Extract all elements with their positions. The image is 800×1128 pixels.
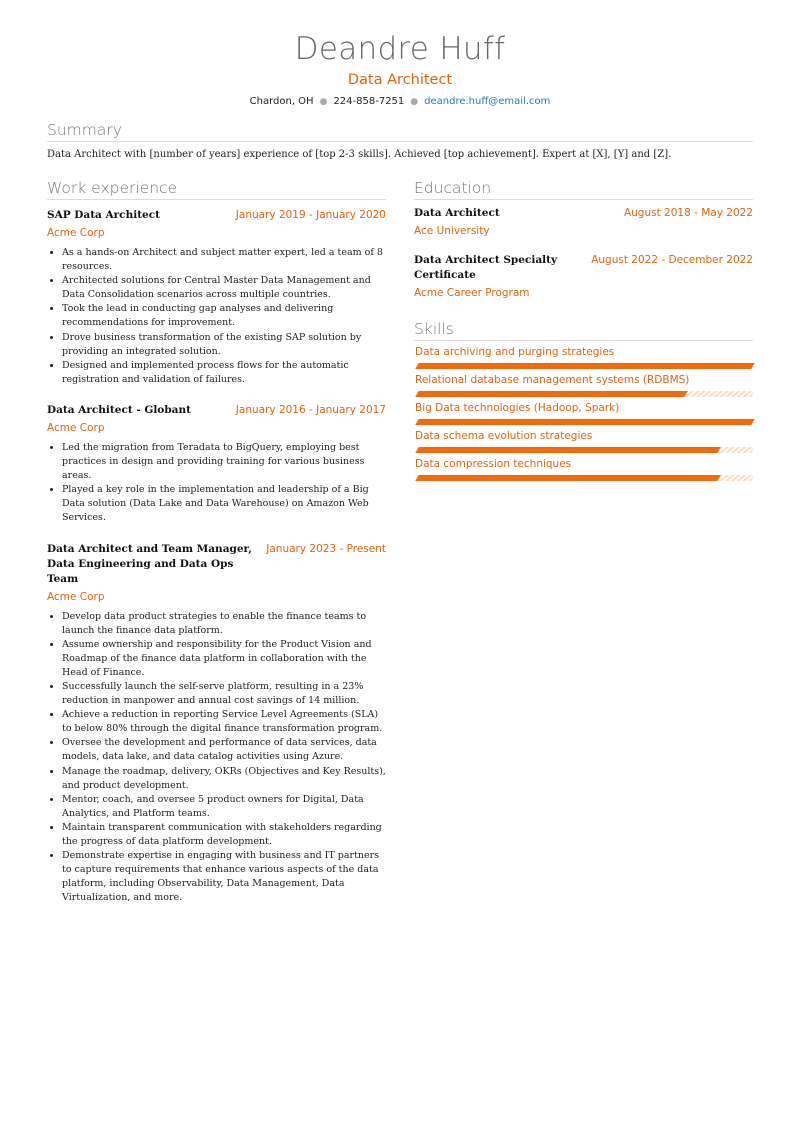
separator-dot-icon: ● [410,97,419,107]
job-bullet: • Took the lead in conducting gap analyses and delivering recommendations for improvement. [62,302,386,330]
education-entry [414,253,753,301]
skill-level-fill [415,391,687,397]
job-bullet: • As a hands-on Architect and subject matter expert, led a team of 8 resources. [62,246,386,274]
education-degree: Data Architect [414,207,500,219]
job-entry [47,542,386,906]
job-bullet: • Achieve a reduction in reporting Service Level Agreements (SLA) to below 80% through the digital finance transformation program. [62,708,386,736]
phone: 224-858-7251 [333,96,405,107]
jobs-list [47,208,386,905]
skill-entry [414,457,753,481]
summary-heading: Summary [47,120,753,142]
job-bullet: • Architected solutions for Central Master Data Management and Data Consolidation scenarios across multiple countries. [62,274,386,302]
job-bullet: • Led the migration from Teradata to BigQuery, employing best practices in design and providing training for various business areas. [62,441,386,483]
job-company: Acme Corp [47,421,105,434]
skill-entry [414,429,753,453]
job-bullet: • Mentor, coach, and oversee 5 product owners for Digital, Data Analytics, and Platform teams. [62,793,386,821]
education-school: Acme Career Program [414,287,530,299]
right-column [414,178,753,485]
job-bullet: • Demonstrate expertise in engaging with business and IT partners to capture requirements that enhance various aspects of the data platform, including Observability, Data Management, Data Virtualization, and more. [62,849,386,905]
education-dates: August 2018 - May 2022 [623,207,753,219]
job-bullet: • Develop data product strategies to enable the finance teams to launch the finance data platform. [62,610,386,638]
education-header [414,253,753,283]
skill-entry [414,401,753,425]
summary-text: Data Architect with [number of years] experience of [top 2-3 skills]. Achieved [top achievement]. Expert at [X], [Y] and [Z]. [47,149,672,160]
job-bullets [47,246,386,387]
job-bullet: • Maintain transparent communication with stakeholders regarding the progress of data platform development. [62,821,386,849]
candidate-role: Data Architect [347,72,453,88]
job-header [47,542,386,587]
contact-line [0,95,800,109]
education-section [414,178,753,301]
skills-list [414,345,753,481]
job-dates: January 2023 - Present [266,542,386,555]
work-experience-heading: Work experience [47,178,386,200]
education-school: Ace University [414,225,490,237]
job-bullet: • Played a key role in the implementation and leadership of a Big Data solution (Data Lake and Data Warehouse) on Amazon Web Services. [62,483,386,525]
education-heading: Education [414,178,753,200]
job-bullet: • Oversee the development and performance of data services, data models, data lake, and data catalog activities using Azure. [62,736,386,764]
resume-header [0,0,800,109]
education-entry [414,206,753,239]
skill-name: Relational database management systems (RDBMS) [415,374,690,386]
education-header [414,206,753,221]
skill-name: Data schema evolution strategies [415,430,593,442]
location: Chardon, OH [249,96,314,107]
skill-name: Big Data technologies (Hadoop, Spark) [415,402,620,414]
job-bullet: • Manage the roadmap, delivery, OKRs (Objectives and Key Results), and product development. [62,765,386,793]
education-list [414,206,753,301]
job-title: SAP Data Architect [47,209,160,221]
summary-section [47,120,753,162]
email-link[interactable]: deandre.huff@email.com [424,96,551,107]
job-entry [47,208,386,387]
job-bullet: • Assume ownership and responsibility for the Product Vision and Roadmap of the finance data platform in collaboration with the Head of Finance. [62,638,386,680]
job-dates: January 2016 - January 2017 [235,403,386,416]
skill-level-fill [415,419,754,425]
job-title: Data Architect and Team Manager, Data Engineering and Data Ops Team [47,542,252,585]
skill-level-bar [415,363,754,369]
job-company: Acme Corp [47,227,105,239]
skill-level-bar [415,419,754,425]
job-header [47,208,386,223]
skill-level-bar [415,447,754,453]
skills-heading: Skills [414,319,753,341]
skills-section [414,319,753,481]
skill-name: Data compression techniques [415,458,572,470]
skill-name: Data archiving and purging strategies [415,346,615,358]
job-entry [47,403,386,526]
education-degree: Data Architect Specialty Certificate [414,254,558,281]
job-title: Data Architect - Globant [47,403,191,416]
job-bullets [47,441,386,526]
skill-level-fill [415,363,754,369]
job-dates: January 2019 - January 2020 [235,209,386,221]
job-bullet: • Successfully launch the self-serve platform, resulting in a 23% reduction in manpower and annual cost savings of 14 million. [62,680,386,708]
skill-entry [414,345,753,369]
skill-level-bar [415,475,754,481]
separator-dot-icon: ● [319,97,328,107]
job-bullets [47,610,386,906]
skill-entry [414,373,753,397]
job-company: Acme Corp [47,590,105,603]
work-experience-section [47,178,386,905]
job-bullet: • Designed and implemented process flows for the automatic registration and validation of failures. [62,359,386,387]
education-dates: August 2022 - December 2022 [591,254,753,266]
skill-level-bar [415,391,754,397]
candidate-name: Deandre Huff [294,31,506,67]
skill-level-fill [415,475,721,481]
job-bullet: • Drove business transformation of the existing SAP solution by providing an integrated solution. [62,331,386,359]
skill-level-fill [415,447,721,453]
job-header [47,403,386,418]
